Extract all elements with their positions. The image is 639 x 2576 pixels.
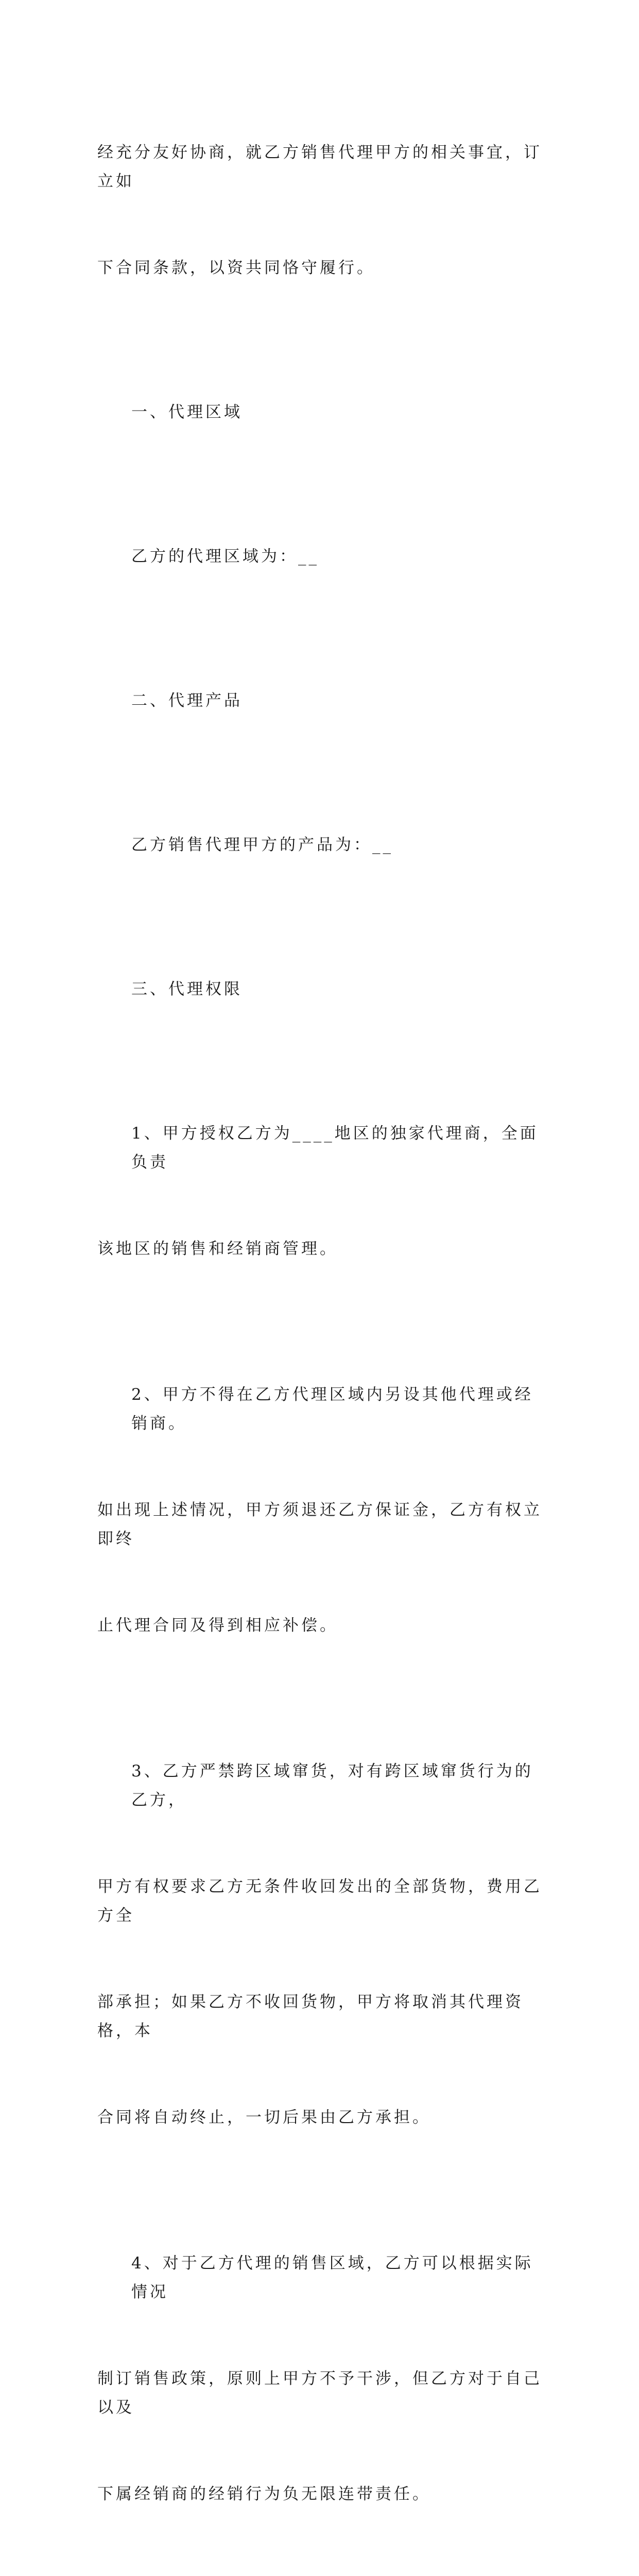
text-line: 经充分友好协商，就乙方销售代理甲方的相关事宜，订立如: [97, 143, 542, 191]
clause-authority-3: [97, 1699, 550, 2190]
paragraph-preamble: [97, 80, 550, 340]
text-line: 1、甲方授权乙方为____地区的独家代理商，全面负责: [131, 1124, 539, 1172]
section-heading: 三、代理权限: [131, 980, 243, 998]
text-line: 部承担；如果乙方不收回货物，甲方将取消其代理资格，本: [97, 1993, 524, 2040]
clause-authority-1: [97, 1061, 550, 1321]
section-heading-agency-term: [97, 2566, 550, 2576]
text-line: 制订销售政策，原则上甲方不予干涉，但乙方对于自己以及: [97, 2369, 542, 2417]
text-line: 合同将自动终止，一切后果由乙方承担。: [97, 2108, 431, 2127]
text-line: 2、甲方不得在乙方代理区域内另设其他代理或经销商。: [131, 1385, 533, 1433]
clause-authority-4: [97, 2191, 550, 2566]
text-line: 4、对于乙方代理的销售区域，乙方可以根据实际情况: [131, 2254, 533, 2301]
text-line: 下合同条款，以资共同恪守履行。: [97, 259, 375, 277]
section-heading: 一、代理区域: [131, 403, 243, 421]
text-line: 如出现上述情况，甲方须退还乙方保证金，乙方有权立即终: [97, 1501, 542, 1548]
text-line: 乙方的代理区域为：__: [131, 547, 319, 566]
section-heading: 二、代理产品: [131, 691, 243, 710]
clause-authority-2: [97, 1323, 550, 1698]
text-line: 该地区的销售和经销商管理。: [97, 1240, 338, 1258]
text-line: 3、乙方严禁跨区域窜货，对有跨区域窜货行为的乙方，: [131, 1762, 533, 1809]
paragraph-agency-region: [97, 484, 550, 629]
text-line: 止代理合同及得到相应补偿。: [97, 1616, 338, 1635]
section-heading-agency-products: [97, 629, 550, 773]
section-heading-agency-region: [97, 340, 550, 484]
text-line: 甲方有权要求乙方无条件收回发出的全部货物，费用乙方全: [97, 1877, 542, 1925]
section-heading-agency-authority: [97, 917, 550, 1061]
contract-body: [97, 80, 550, 2576]
paragraph-agency-products: [97, 773, 550, 917]
text-line: 下属经销商的经销行为负无限连带责任。: [97, 2485, 431, 2503]
text-line: 乙方销售代理甲方的产品为：__: [131, 836, 393, 854]
